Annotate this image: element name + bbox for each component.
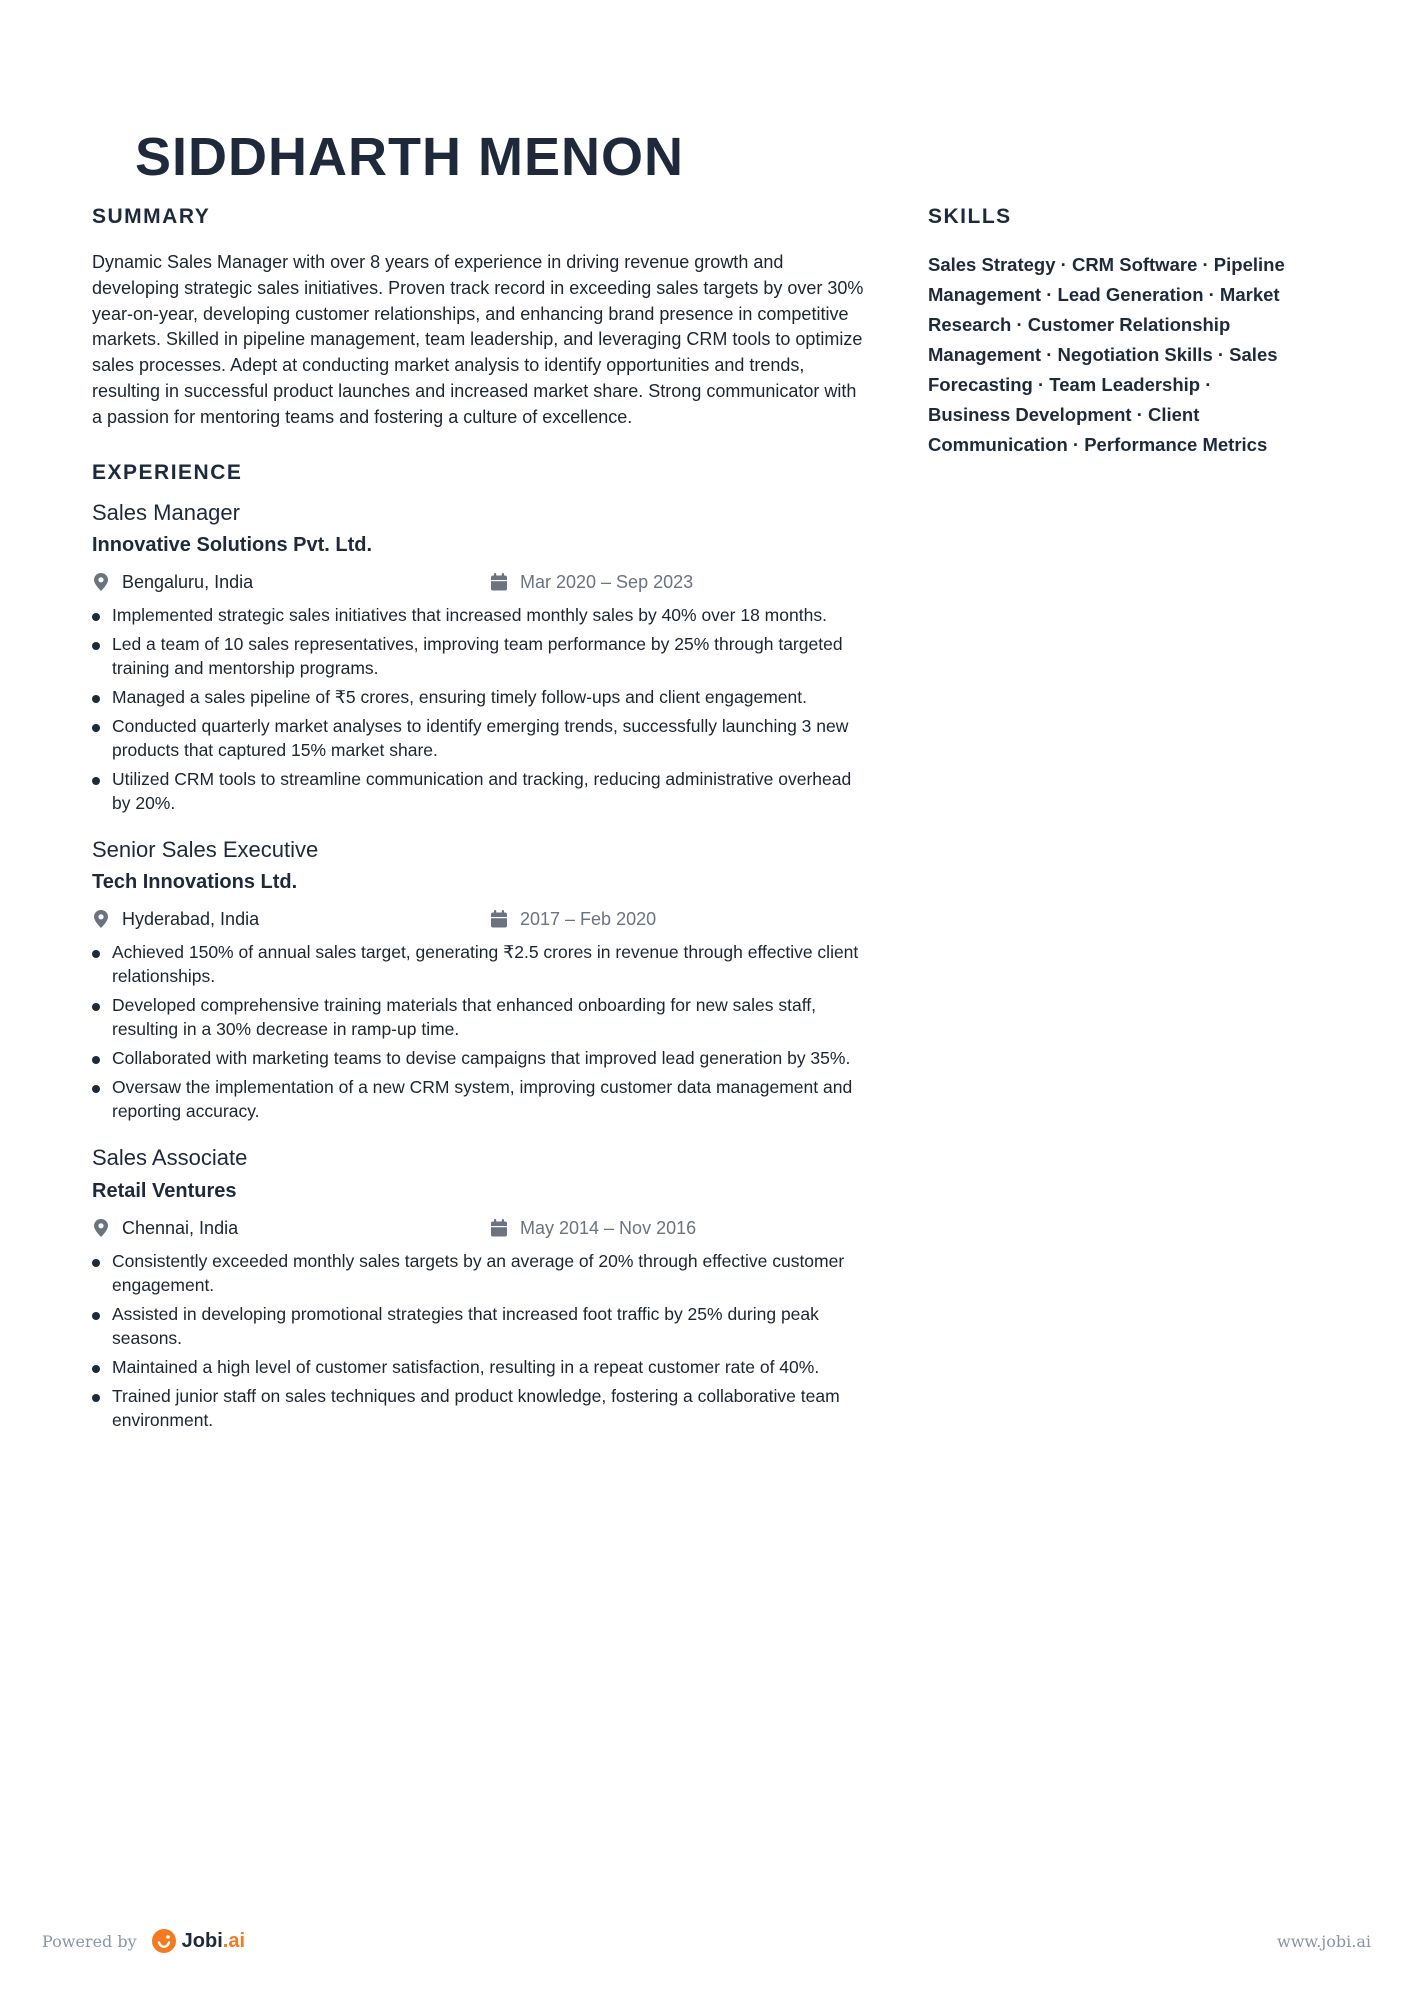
bullet-text: Managed a sales pipeline of ₹5 crores, ensuring timely follow-ups and client engagement.: [112, 687, 808, 708]
bullet-item: [92, 767, 870, 815]
experience-section: [92, 461, 870, 1432]
job-meta: [92, 1215, 870, 1241]
bullet-dot-icon: [92, 950, 100, 958]
job-company: Retail Ventures: [92, 1179, 237, 1202]
bullet-item: [92, 603, 870, 627]
job-entry: [92, 500, 870, 815]
map-pin-icon: [92, 572, 110, 592]
powered-by-branding[interactable]: [42, 1928, 245, 1954]
bullet-dot-icon: [92, 1365, 100, 1373]
map-pin-icon: [92, 1218, 110, 1238]
bullet-text: Trained junior staff on sales techniques and product knowledge, fostering a collaborative team environment.: [112, 1385, 840, 1430]
bullet-text: Conducted quarterly market analyses to identify emerging trends, successfully launching 3 new products that captured 15% market share.: [112, 716, 849, 761]
job-dates: [490, 906, 656, 932]
job-meta: [92, 906, 870, 932]
bullet-item: [92, 940, 870, 988]
bullet-item: [92, 1075, 870, 1123]
job-entry: [92, 1145, 870, 1431]
job-location-text: Bengaluru, India: [122, 572, 254, 593]
brand-suffix: .ai: [222, 1929, 246, 1952]
bullet-text: Achieved 150% of annual sales target, generating ₹2.5 crores in revenue through effective client relationships.: [112, 942, 859, 987]
bullet-item: [92, 1355, 870, 1379]
bullet-text: Oversaw the implementation of a new CRM system, improving customer data management and reporting accuracy.: [112, 1077, 853, 1122]
bullet-text: Maintained a high level of customer satisfaction, resulting in a repeat customer rate of 40%.: [112, 1356, 820, 1377]
job-company: Innovative Solutions Pvt. Ltd.: [92, 534, 373, 557]
job-bullets: [92, 940, 870, 1123]
summary-text: Dynamic Sales Manager with over 8 years of experience in driving revenue growth and developing strategic sales initiatives. Proven track record in exceeding sales targets by over 30% year-on-year, developing customer relationships, and enhancing brand presence in competitive markets. Skilled in pipeline management, team leadership, and leveraging CRM tools to optimize sales processes. Adept at conducting market analysis to identify opportunities and trends, resulting in successful product launches and increased market share. Strong communicator with a passion for mentoring teams and fostering a culture of excellence.: [92, 252, 864, 427]
skills-section: [928, 205, 1298, 460]
bullet-dot-icon: [92, 1085, 100, 1093]
bullet-item: [92, 1302, 870, 1350]
job-company: Tech Innovations Ltd.: [92, 871, 298, 894]
summary-heading: SUMMARY: [92, 205, 211, 228]
bullet-text: Consistently exceeded monthly sales targets by an average of 20% through effective customer engagement.: [112, 1250, 845, 1295]
bullet-dot-icon: [92, 1003, 100, 1011]
job-dates-text: Mar 2020 – Sep 2023: [520, 572, 694, 593]
job-meta: [92, 569, 870, 595]
job-location: [92, 569, 253, 595]
skills-list: Sales Strategy · CRM Software · Pipeline Management · Lead Generation · Market Research · Customer Relationship Management · Negotiation Skills · Sales Forecasting · Team Leadership · Business Development · Client Communication · Performance Metrics: [928, 254, 1285, 456]
bullet-text: Assisted in developing promotional strategies that increased foot traffic by 25% during peak seasons.: [112, 1303, 819, 1348]
bullet-item: [92, 632, 870, 680]
bullet-item: [92, 714, 870, 762]
job-location: [92, 906, 259, 932]
bullet-dot-icon: [92, 1056, 100, 1064]
website-link[interactable]: www.jobi.ai: [1277, 1932, 1371, 1951]
job-dates-text: 2017 – Feb 2020: [520, 909, 657, 930]
bullet-text: Utilized CRM tools to streamline communication and tracking, reducing administrative overhead by 20%.: [112, 769, 852, 814]
bullet-item: [92, 1249, 870, 1297]
job-location-text: Chennai, India: [122, 1217, 239, 1238]
job-entry: [92, 837, 870, 1123]
calendar-icon: [490, 1218, 508, 1238]
skills-heading: SKILLS: [928, 205, 1012, 228]
summary-section: [92, 205, 870, 431]
bullet-text: Implemented strategic sales initiatives that increased monthly sales by 40% over 18 months.: [112, 605, 827, 626]
jobi-wordmark: [182, 1930, 245, 1953]
job-title: Senior Sales Executive: [92, 837, 319, 863]
sidebar-column: [928, 205, 1298, 460]
job-title: Sales Manager: [92, 499, 240, 525]
bullet-text: Collaborated with marketing teams to devise campaigns that improved lead generation by 35%.: [112, 1048, 851, 1069]
bullet-text: Led a team of 10 sales representatives, improving team performance by 25% through targeted training and mentorship programs.: [112, 634, 843, 679]
calendar-icon: [490, 572, 508, 592]
bullet-item: [92, 1046, 870, 1070]
calendar-icon: [490, 909, 508, 929]
job-bullets: [92, 1249, 870, 1432]
candidate-name: SIDDHARTH MENON: [135, 127, 684, 187]
bullet-item: [92, 993, 870, 1041]
experience-heading: EXPERIENCE: [92, 460, 243, 484]
powered-by-label: Powered by: [42, 1931, 137, 1951]
bullet-dot-icon: [92, 1259, 100, 1267]
bullet-dot-icon: [92, 724, 100, 732]
bullet-dot-icon: [92, 1312, 100, 1320]
job-location: [92, 1215, 238, 1241]
bullet-dot-icon: [92, 613, 100, 621]
job-dates-text: May 2014 – Nov 2016: [520, 1217, 697, 1238]
job-title: Sales Associate: [92, 1145, 248, 1171]
job-dates: [490, 569, 693, 595]
bullet-dot-icon: [92, 1394, 100, 1402]
main-column: [92, 205, 870, 1454]
jobi-logo-icon: [151, 1928, 177, 1954]
job-dates: [490, 1215, 696, 1241]
bullet-item: [92, 685, 870, 709]
map-pin-icon: [92, 909, 110, 929]
job-bullets: [92, 603, 870, 815]
job-location-text: Hyderabad, India: [122, 909, 260, 930]
bullet-dot-icon: [92, 695, 100, 703]
bullet-text: Developed comprehensive training materials that enhanced onboarding for new sales staff, resulting in a 30% decrease in ramp-up time.: [112, 995, 816, 1040]
bullet-dot-icon: [92, 642, 100, 650]
bullet-item: [92, 1384, 870, 1432]
bullet-dot-icon: [92, 777, 100, 785]
brand-main: Jobi: [181, 1929, 223, 1952]
